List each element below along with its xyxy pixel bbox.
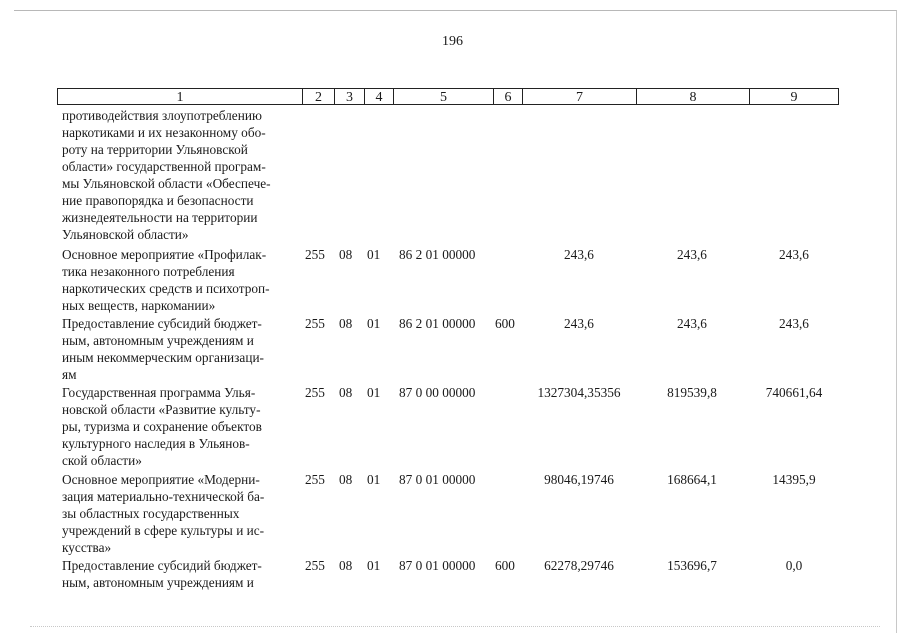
- row-description: [62, 107, 295, 243]
- cell-amount-col9: 14395,9: [772, 472, 816, 487]
- row-description: [62, 384, 295, 469]
- cell-expense-type: 600: [495, 316, 515, 331]
- cell-target-article: 87 0 00 00000: [399, 385, 476, 400]
- header-col-5: 5: [393, 88, 493, 105]
- cell-amount-col8: 819539,8: [667, 385, 717, 400]
- cell-target-article: 87 0 01 00000: [399, 472, 476, 487]
- cell-amount-col8: 243,6: [677, 316, 707, 331]
- description-line: ние правопорядка и безопасности: [62, 193, 254, 208]
- cell-amount-col7: 243,6: [564, 247, 594, 262]
- description-line: ям: [62, 367, 77, 382]
- description-line: роту на территории Ульяновской: [62, 142, 248, 157]
- description-line: области» государственной програм-: [62, 159, 266, 174]
- cell-target-article: 86 2 01 00000: [399, 316, 476, 331]
- description-line: Ульяновской области»: [62, 227, 189, 242]
- description-line: Основное мероприятие «Профилак-: [62, 247, 267, 262]
- header-col-1: 1: [57, 88, 302, 105]
- cell-expense-type: 600: [495, 558, 515, 573]
- description-line: наркотических средств и психотроп-: [62, 281, 270, 296]
- description-line: новской области «Развитие культу-: [62, 402, 261, 417]
- header-col-3: 3: [334, 88, 364, 105]
- cell-amount-col9: 740661,64: [765, 385, 823, 400]
- description-line: ры, туризма и сохранение объектов: [62, 419, 262, 434]
- description-line: культурного наследия в Ульянов-: [62, 436, 250, 451]
- description-line: ным, автономным учреждениям и: [62, 575, 254, 590]
- description-line: учреждений в сфере культуры и ис-: [62, 523, 265, 538]
- description-line: иным некоммерческим организаци-: [62, 350, 264, 365]
- cell-amount-col7: 98046,19746: [544, 472, 614, 487]
- description-line: жизнедеятельности на территории: [62, 210, 258, 225]
- cell-subsection: 01: [367, 247, 381, 262]
- row-description: [62, 471, 295, 556]
- cell-target-article: 86 2 01 00000: [399, 247, 476, 262]
- cell-amount-col9: 0,0: [785, 558, 803, 573]
- cell-subsection: 01: [367, 472, 381, 487]
- description-line: кусства»: [62, 540, 112, 555]
- scan-artifact-line: [30, 626, 880, 628]
- description-line: ской области»: [62, 453, 142, 468]
- description-line: Основное мероприятие «Модерни-: [62, 472, 260, 487]
- cell-ministry-code: 255: [305, 472, 325, 487]
- cell-amount-col9: 243,6: [779, 316, 809, 331]
- row-description: [62, 557, 295, 591]
- cell-section: 08: [339, 316, 353, 331]
- description-line: Предоставление субсидий бюджет-: [62, 558, 262, 573]
- row-description: [62, 246, 295, 314]
- cell-amount-col7: 62278,29746: [544, 558, 614, 573]
- cell-amount-col8: 153696,7: [667, 558, 717, 573]
- header-col-9: 9: [749, 88, 839, 105]
- cell-subsection: 01: [367, 316, 381, 331]
- cell-section: 08: [339, 247, 353, 262]
- header-col-7: 7: [522, 88, 636, 105]
- cell-ministry-code: 255: [305, 558, 325, 573]
- cell-target-article: 87 0 01 00000: [399, 558, 476, 573]
- row-description: [62, 315, 295, 383]
- description-line: мы Ульяновской области «Обеспече-: [62, 176, 271, 191]
- cell-ministry-code: 255: [305, 316, 325, 331]
- description-line: ных веществ, наркомании»: [62, 298, 216, 313]
- description-line: зация материально-технической ба-: [62, 489, 265, 504]
- description-line: тика незаконного потребления: [62, 264, 235, 279]
- cell-amount-col8: 243,6: [677, 247, 707, 262]
- description-line: противодействия злоупотреблению: [62, 108, 262, 123]
- cell-amount-col8: 168664,1: [667, 472, 717, 487]
- description-line: наркотиками и их незаконному обо-: [62, 125, 266, 140]
- header-col-8: 8: [636, 88, 749, 105]
- cell-subsection: 01: [367, 558, 381, 573]
- description-line: зы областных государственных: [62, 506, 240, 521]
- description-line: Предоставление субсидий бюджет-: [62, 316, 262, 331]
- cell-section: 08: [339, 558, 353, 573]
- cell-amount-col7: 1327304,35356: [537, 385, 621, 400]
- cell-amount-col7: 243,6: [564, 316, 594, 331]
- cell-ministry-code: 255: [305, 247, 325, 262]
- header-col-4: 4: [364, 88, 393, 105]
- page-number: 196: [442, 34, 463, 49]
- cell-ministry-code: 255: [305, 385, 325, 400]
- description-line: Государственная программа Улья-: [62, 385, 256, 400]
- description-line: ным, автономным учреждениям и: [62, 333, 254, 348]
- header-col-2: 2: [302, 88, 334, 105]
- cell-section: 08: [339, 385, 353, 400]
- cell-amount-col9: 243,6: [779, 247, 809, 262]
- header-col-6: 6: [493, 88, 522, 105]
- cell-section: 08: [339, 472, 353, 487]
- cell-subsection: 01: [367, 385, 381, 400]
